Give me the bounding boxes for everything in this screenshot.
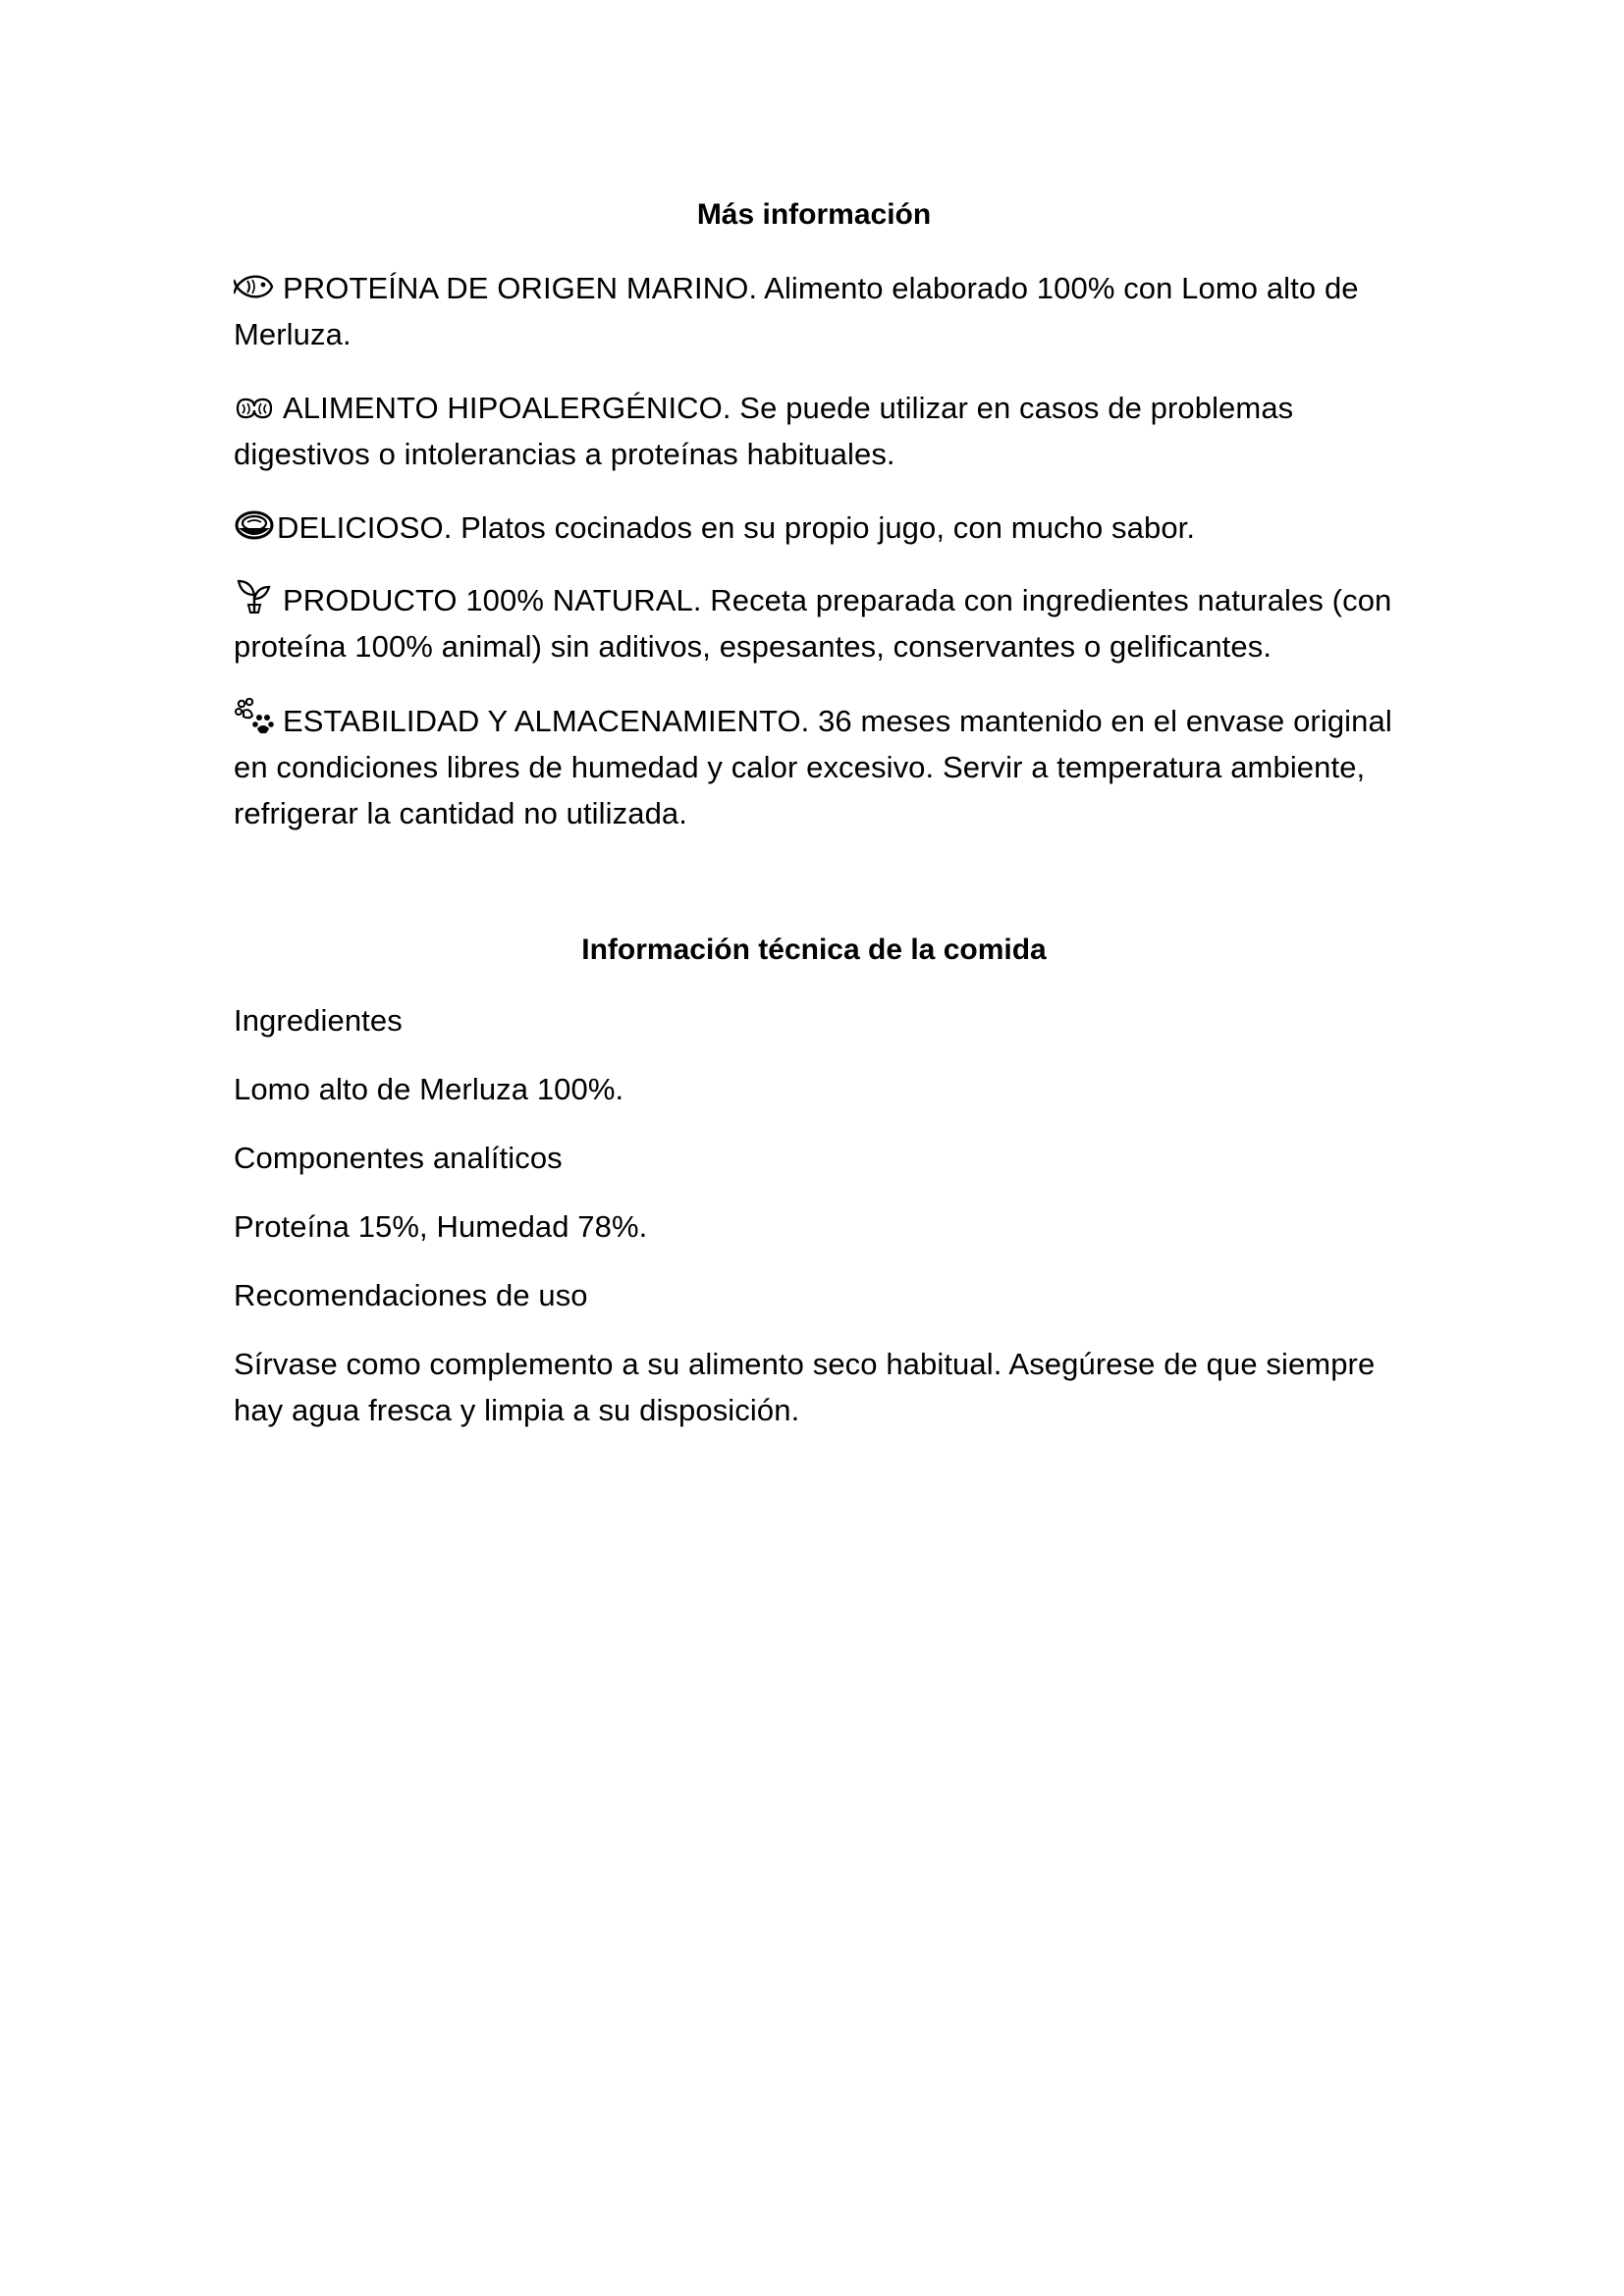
ingredients-label: Ingredientes <box>234 1003 403 1038</box>
info-item-text: DELICIOSO. Platos cocinados en su propio jugo, con mucho sabor. <box>277 510 1196 545</box>
info-item-text: ESTABILIDAD Y ALMACENAMIENTO. 36 meses mantenido en el envase original en condiciones libres de humedad y calor excesivo. Servir a temperatura ambiente, refrigerar la cantidad no utilizada. <box>234 704 1392 830</box>
info-item-natural <box>234 577 1412 669</box>
section-title-more-info: Más información <box>696 198 932 231</box>
fish-icon <box>234 271 275 302</box>
analytic-label: Componentes analíticos <box>234 1141 563 1175</box>
sprout-icon <box>234 577 275 614</box>
bowl-icon <box>234 508 275 542</box>
info-item-text: ALIMENTO HIPOALERGÉNICO. Se puede utilizar en casos de problemas digestivos o intolerancias a proteínas habituales. <box>234 391 1294 471</box>
info-item-text: PRODUCTO 100% NATURAL. Receta preparada con ingredientes naturales (con proteína 100% animal) sin aditivos, espesantes, conservantes o gelificantes. <box>234 583 1392 664</box>
stomach-icon <box>234 395 275 422</box>
info-item-hypoallergenic <box>234 385 1412 477</box>
info-item-text: PROTEÍNA DE ORIGEN MARINO. Alimento elaborado 100% con Lomo alto de Merluza. <box>234 271 1359 351</box>
usage-value: Sírvase como complemento a su alimento seco habitual. Asegúrese de que siempre hay agua fresca y limpia a su disposición. <box>234 1347 1376 1427</box>
ingredients-value: Lomo alto de Merluza 100%. <box>234 1072 624 1106</box>
analytic-value: Proteína 15%, Humedad 78%. <box>234 1209 648 1244</box>
info-item-marine-protein <box>234 265 1412 357</box>
info-item-delicious <box>234 505 1412 551</box>
paw-icon <box>234 698 275 735</box>
section-title-tech-info: Información técnica de la comida <box>581 934 1047 966</box>
usage-label: Recomendaciones de uso <box>234 1278 588 1312</box>
info-item-storage <box>234 698 1412 836</box>
